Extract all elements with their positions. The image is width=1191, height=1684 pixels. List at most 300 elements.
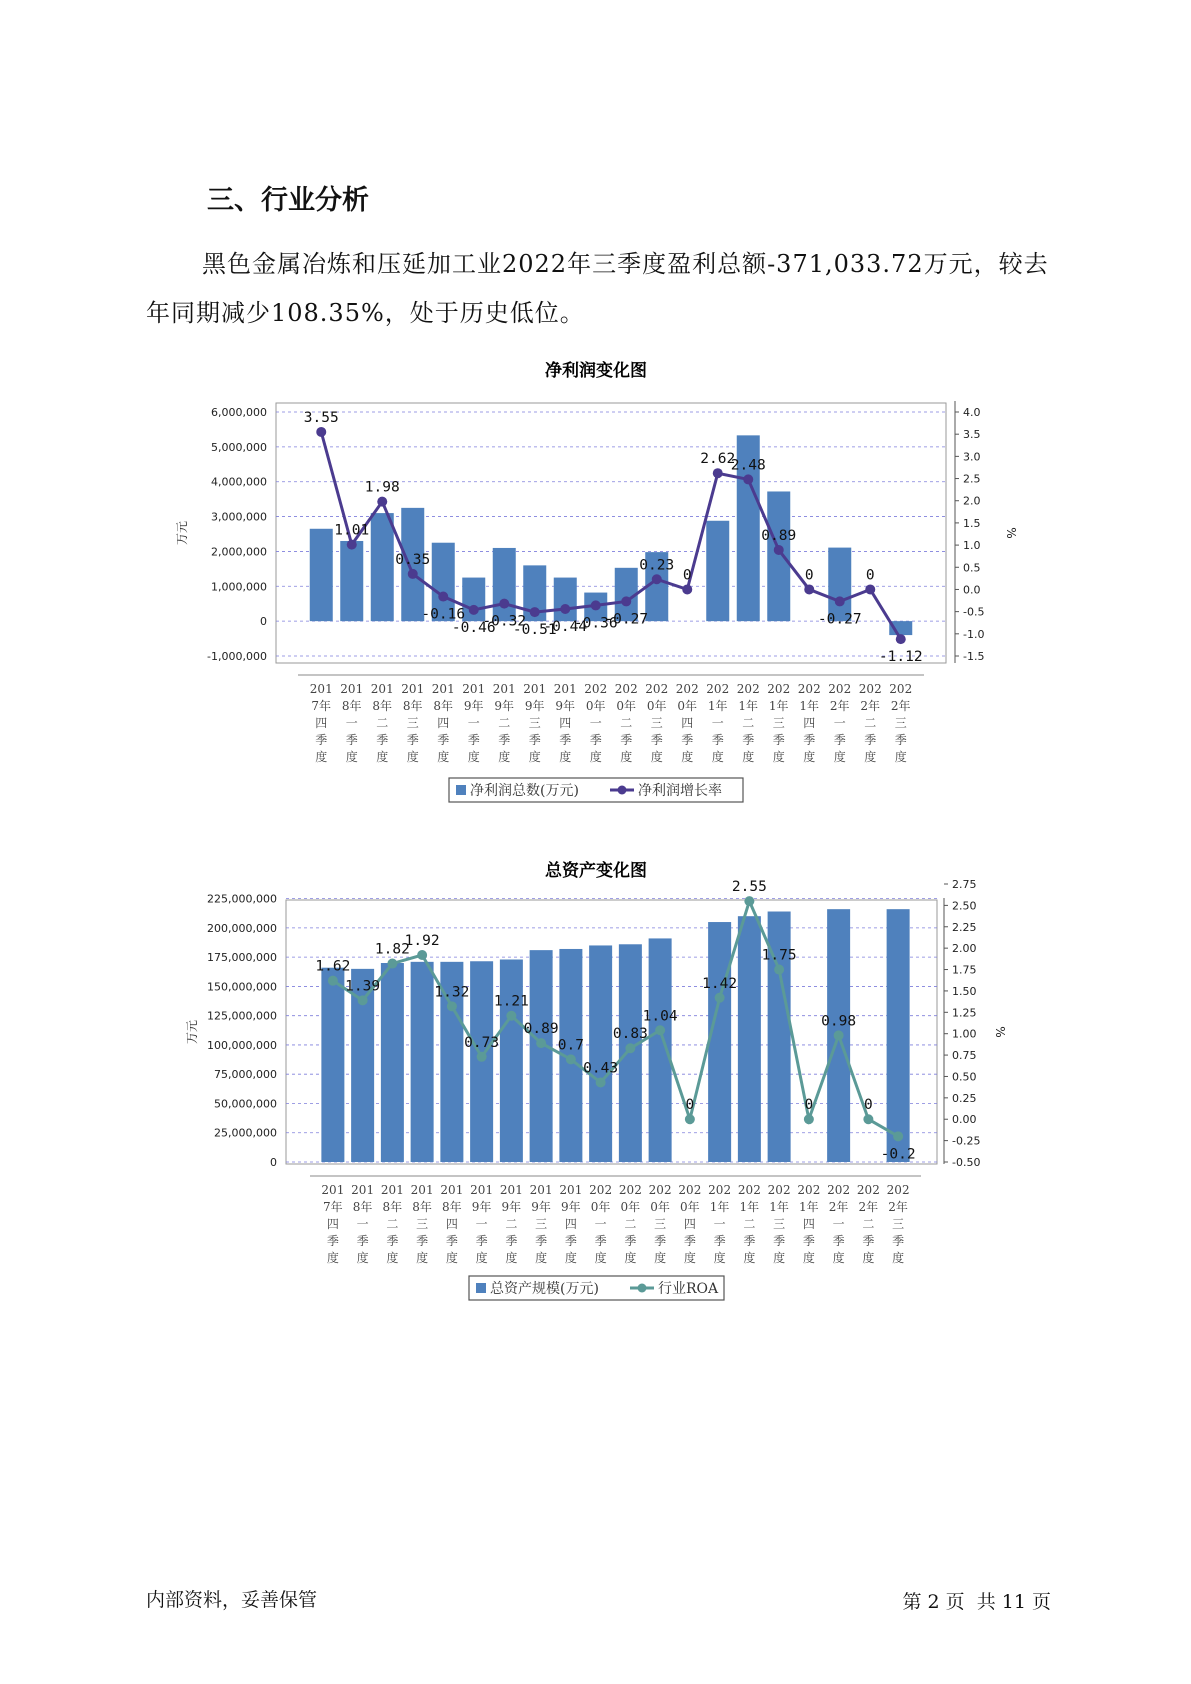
profit-y2-axis-label: % — [1004, 527, 1018, 539]
profit-line-point — [469, 605, 479, 615]
profit-x-tick-label: 201 — [401, 682, 425, 696]
profit-x-tick-label: 202 — [614, 682, 638, 696]
profit-y-tick-label: 2,000,000 — [211, 545, 267, 559]
profit-x-tick-label: 201 — [492, 682, 516, 696]
assets-data-label: 1.82 — [374, 941, 410, 958]
assets-x-tick-label: 季 — [773, 1234, 786, 1248]
profit-x-tick-label: 季 — [376, 733, 389, 747]
assets-legend-bar-label: 总资产规模(万元) — [490, 1281, 599, 1297]
assets-y2-tick-label: 1.25 — [952, 1006, 977, 1020]
profit-y2-tick-label: 0.0 — [963, 583, 981, 597]
assets-x-tick-label: 202 — [827, 1183, 851, 1197]
profit-line-point — [804, 584, 814, 594]
profit-data-label: -1.12 — [878, 649, 923, 666]
assets-x-tick-label: 季 — [505, 1234, 518, 1248]
assets-data-label: 0 — [804, 1097, 814, 1114]
assets-x-tick-label: 二 — [624, 1217, 637, 1231]
profit-legend-line-label: 净利润增长率 — [638, 783, 722, 799]
assets-y2-tick-label: -0.25 — [952, 1134, 981, 1148]
profit-x-tick-label: 度 — [559, 750, 572, 764]
profit-x-tick-label: 度 — [711, 750, 724, 764]
profit-x-tick-label: 三 — [406, 716, 419, 730]
assets-x-tick-label: 一 — [832, 1217, 845, 1231]
profit-x-tick-label: 202 — [736, 682, 760, 696]
assets-x-tick-label: 季 — [445, 1234, 458, 1248]
profit-bar — [310, 529, 333, 621]
analysis-paragraph: 黑色金属冶炼和压延加工业2022年三季度盈利总额-371,033.72万元，较去年同期减少108.35%，处于历史低位。 — [146, 250, 1049, 327]
total-assets-chart — [0, 855, 1191, 1315]
assets-x-tick-label: 8年 — [352, 1200, 373, 1214]
assets-line-point — [358, 995, 368, 1005]
profit-x-tick-label: 三 — [772, 716, 785, 730]
assets-y2-tick-label: 1.75 — [952, 963, 977, 977]
profit-x-tick-label: 8年 — [433, 699, 454, 713]
assets-x-tick-label: 度 — [862, 1251, 875, 1265]
profit-line-point — [713, 468, 723, 478]
profit-x-tick-label: 201 — [340, 682, 364, 696]
profit-x-tick-label: 三 — [894, 716, 907, 730]
profit-x-tick-label: 季 — [345, 733, 358, 747]
profit-x-tick-label: 三 — [528, 716, 541, 730]
assets-x-tick-label: 201 — [499, 1183, 523, 1197]
profit-x-tick-label: 201 — [523, 682, 547, 696]
profit-x-tick-label: 季 — [711, 733, 724, 747]
assets-y2-tick-label: 2.25 — [952, 920, 977, 934]
profit-bar — [706, 521, 729, 621]
profit-x-tick-label: 季 — [772, 733, 785, 747]
assets-x-tick-label: 201 — [529, 1183, 553, 1197]
profit-x-tick-label: 度 — [772, 750, 785, 764]
assets-x-tick-label: 季 — [356, 1234, 369, 1248]
profit-data-label: -0.51 — [512, 622, 557, 639]
assets-x-tick-label: 二 — [386, 1217, 399, 1231]
profit-x-tick-label: 202 — [889, 682, 913, 696]
profit-title: 净利润变化图 — [545, 361, 647, 381]
assets-x-tick-label: 季 — [535, 1234, 548, 1248]
profit-x-tick-label: 202 — [645, 682, 669, 696]
profit-line-point — [316, 427, 326, 437]
assets-data-label: -0.2 — [880, 1146, 916, 1163]
assets-legend-line-marker — [638, 1284, 647, 1293]
total-assets-chart-svg — [0, 855, 1191, 1315]
profit-x-tick-label: 四 — [803, 716, 816, 730]
assets-x-tick-label: 二 — [862, 1217, 875, 1231]
assets-x-tick-label: 季 — [683, 1234, 696, 1248]
profit-line-point — [682, 584, 692, 594]
assets-line-point — [655, 1025, 665, 1035]
assets-y2-axis-label: % — [993, 1026, 1007, 1038]
assets-y2-tick-label: 1.00 — [952, 1027, 977, 1041]
assets-data-label: 0.73 — [464, 1034, 500, 1051]
profit-x-tick-label: 0年 — [616, 699, 637, 713]
profit-x-tick-label: 202 — [858, 682, 882, 696]
assets-y-tick-label: 175,000,000 — [207, 951, 277, 965]
assets-line-point — [774, 965, 784, 975]
assets-x-tick-label: 四 — [326, 1217, 339, 1231]
profit-x-tick-label: 度 — [650, 750, 663, 764]
assets-x-tick-label: 9年 — [471, 1200, 492, 1214]
profit-data-label: -0.44 — [543, 618, 588, 635]
profit-x-tick-label: 2年 — [860, 699, 881, 713]
assets-x-tick-label: 度 — [802, 1251, 815, 1265]
profit-data-label: -0.32 — [482, 613, 527, 630]
assets-x-tick-label: 202 — [767, 1183, 791, 1197]
assets-x-tick-label: 2年 — [888, 1200, 908, 1214]
profit-line-point — [865, 584, 875, 594]
assets-x-tick-label: 季 — [416, 1234, 429, 1248]
profit-x-tick-label: 度 — [315, 750, 328, 764]
assets-x-tick-label: 度 — [624, 1251, 637, 1265]
profit-x-tick-label: 三 — [650, 716, 663, 730]
assets-x-tick-label: 度 — [416, 1251, 429, 1265]
profit-x-tick-label: 季 — [528, 733, 541, 747]
profit-x-tick-label: 一 — [833, 716, 846, 730]
profit-x-tick-label: 度 — [528, 750, 541, 764]
profit-data-label: 2.48 — [730, 457, 766, 474]
assets-y-tick-label: 200,000,000 — [207, 921, 277, 935]
assets-x-tick-label: 季 — [743, 1234, 756, 1248]
assets-bar — [738, 916, 761, 1162]
profit-x-tick-label: 8年 — [372, 699, 393, 713]
profit-x-tick-label: 201 — [553, 682, 577, 696]
assets-x-tick-label: 1年 — [799, 1200, 819, 1214]
profit-x-tick-label: 一 — [467, 716, 480, 730]
assets-x-tick-label: 度 — [445, 1251, 458, 1265]
assets-x-tick-label: 一 — [356, 1217, 369, 1231]
profit-x-tick-label: 度 — [742, 750, 755, 764]
assets-data-label: 0.83 — [612, 1026, 648, 1043]
assets-line-point — [804, 1114, 814, 1124]
assets-x-tick-label: 季 — [654, 1234, 667, 1248]
assets-x-tick-label: 度 — [892, 1251, 905, 1265]
profit-y-tick-label: 1,000,000 — [211, 580, 267, 594]
profit-data-label: 0 — [682, 567, 692, 584]
profit-x-tick-label: 一 — [711, 716, 724, 730]
profit-data-label: -0.46 — [451, 619, 496, 636]
assets-x-tick-label: 2年 — [858, 1200, 879, 1214]
profit-x-tick-label: 二 — [498, 716, 511, 730]
assets-data-label: 1.32 — [434, 984, 470, 1001]
profit-x-tick-label: 四 — [315, 716, 328, 730]
profit-x-tick-label: 201 — [370, 682, 394, 696]
profit-x-tick-label: 季 — [559, 733, 572, 747]
profit-x-tick-label: 度 — [345, 750, 358, 764]
assets-y-tick-label: 225,000,000 — [207, 892, 277, 906]
assets-x-tick-label: 度 — [535, 1251, 548, 1265]
assets-x-tick-label: 0年 — [650, 1200, 670, 1214]
assets-x-tick-label: 1年 — [739, 1200, 760, 1214]
profit-x-tick-label: 1年 — [768, 699, 789, 713]
assets-x-tick-label: 202 — [618, 1183, 642, 1197]
profit-bar — [371, 513, 394, 621]
profit-data-label: 0.35 — [395, 551, 431, 568]
assets-x-tick-label: 季 — [386, 1234, 399, 1248]
assets-x-tick-label: 度 — [773, 1251, 786, 1265]
assets-x-tick-label: 202 — [708, 1183, 732, 1197]
profit-x-tick-label: 季 — [864, 733, 877, 747]
profit-x-tick-label: 度 — [681, 750, 694, 764]
assets-x-tick-label: 7年 — [323, 1200, 343, 1214]
profit-x-tick-label: 1年 — [707, 699, 728, 713]
assets-y2-tick-label: 2.50 — [952, 899, 977, 913]
profit-line-point — [499, 599, 509, 609]
profit-y2-tick-label: 0.5 — [963, 561, 981, 575]
assets-y-tick-label: 0 — [270, 1156, 277, 1169]
profit-x-tick-label: 202 — [828, 682, 852, 696]
assets-x-tick-label: 度 — [743, 1251, 756, 1265]
assets-x-tick-label: 季 — [475, 1234, 488, 1248]
assets-x-tick-label: 度 — [683, 1251, 696, 1265]
profit-legend-bar-label: 净利润总数(万元) — [470, 783, 579, 799]
profit-legend-line-marker — [618, 786, 627, 795]
assets-x-tick-label: 季 — [564, 1234, 577, 1248]
assets-x-tick-label: 季 — [832, 1234, 845, 1248]
assets-bar — [530, 950, 553, 1162]
assets-x-tick-label: 9年 — [561, 1200, 581, 1214]
assets-line-point — [715, 993, 725, 1003]
profit-x-tick-label: 1年 — [738, 699, 759, 713]
profit-x-tick-label: 9年 — [524, 699, 545, 713]
profit-data-label: 0 — [804, 567, 814, 584]
assets-x-tick-label: 9年 — [501, 1200, 522, 1214]
profit-x-tick-label: 度 — [467, 750, 480, 764]
profit-x-tick-label: 季 — [803, 733, 816, 747]
assets-x-tick-label: 201 — [559, 1183, 583, 1197]
assets-data-label: 0.43 — [583, 1060, 619, 1077]
profit-x-tick-label: 9年 — [463, 699, 484, 713]
assets-x-tick-label: 202 — [797, 1183, 821, 1197]
assets-data-label: 0 — [685, 1097, 695, 1114]
assets-x-tick-label: 三 — [773, 1217, 786, 1231]
profit-x-tick-label: 201 — [431, 682, 455, 696]
profit-y2-tick-label: 1.5 — [963, 516, 981, 530]
assets-x-tick-label: 度 — [564, 1251, 577, 1265]
profit-data-label: 3.55 — [303, 409, 339, 426]
assets-y2-tick-label: 0.25 — [952, 1091, 977, 1105]
profit-x-tick-label: 一 — [589, 716, 602, 730]
profit-line-point — [438, 592, 448, 602]
profit-x-tick-label: 季 — [437, 733, 450, 747]
assets-line-point — [536, 1038, 546, 1048]
profit-x-tick-label: 季 — [833, 733, 846, 747]
assets-x-tick-label: 二 — [505, 1217, 518, 1231]
assets-x-tick-label: 度 — [386, 1251, 399, 1265]
profit-x-tick-label: 0年 — [585, 699, 606, 713]
profit-x-tick-label: 度 — [620, 750, 633, 764]
assets-data-label: 0 — [864, 1097, 873, 1114]
profit-x-tick-label: 季 — [467, 733, 480, 747]
assets-y2-tick-label: -0.50 — [952, 1156, 981, 1169]
assets-x-tick-label: 度 — [505, 1251, 518, 1265]
assets-y-tick-label: 100,000,000 — [207, 1038, 277, 1052]
assets-y2-tick-label: 0.75 — [952, 1049, 977, 1063]
assets-data-label: 0.7 — [557, 1037, 584, 1054]
assets-x-tick-label: 季 — [326, 1234, 339, 1248]
assets-legend-bar-swatch — [476, 1283, 486, 1293]
assets-x-tick-label: 201 — [440, 1183, 464, 1197]
assets-line-point — [893, 1131, 903, 1141]
assets-x-tick-label: 202 — [589, 1183, 613, 1197]
assets-x-tick-label: 四 — [564, 1217, 577, 1231]
assets-line-point — [744, 896, 754, 906]
profit-x-tick-label: 二 — [742, 716, 755, 730]
assets-y-tick-label: 75,000,000 — [214, 1068, 277, 1082]
profit-x-tick-label: 四 — [681, 716, 694, 730]
assets-x-tick-label: 一 — [594, 1217, 607, 1231]
profit-bar — [767, 491, 790, 621]
profit-data-label: -0.16 — [421, 606, 466, 623]
assets-x-tick-label: 四 — [802, 1217, 815, 1231]
profit-y-tick-label: -1,000,000 — [207, 650, 267, 663]
profit-x-tick-label: 季 — [894, 733, 907, 747]
profit-y2-tick-label: -0.5 — [963, 605, 985, 619]
profit-x-tick-label: 季 — [650, 733, 663, 747]
assets-x-tick-label: 度 — [356, 1251, 369, 1265]
assets-y2-tick-label: 0.00 — [952, 1113, 977, 1127]
profit-x-tick-label: 二 — [376, 716, 389, 730]
assets-x-tick-label: 四 — [683, 1217, 696, 1231]
profit-line-point — [347, 540, 357, 550]
assets-x-tick-label: 8年 — [442, 1200, 462, 1214]
profit-y2-tick-label: 3.5 — [963, 428, 981, 442]
assets-y-axis-label: 万元 — [185, 1019, 199, 1045]
assets-x-tick-label: 度 — [326, 1251, 339, 1265]
assets-x-tick-label: 季 — [802, 1234, 815, 1248]
assets-x-tick-label: 度 — [654, 1251, 667, 1265]
assets-x-tick-label: 三 — [535, 1217, 548, 1231]
profit-line-point — [408, 569, 418, 579]
profit-x-tick-label: 0年 — [646, 699, 667, 713]
assets-x-tick-label: 8年 — [412, 1200, 432, 1214]
assets-y-tick-label: 125,000,000 — [207, 1009, 277, 1023]
assets-x-tick-label: 季 — [594, 1234, 607, 1248]
assets-bar — [411, 962, 434, 1162]
profit-x-tick-label: 度 — [406, 750, 419, 764]
profit-y2-tick-label: 4.0 — [963, 406, 981, 419]
assets-bar — [381, 963, 404, 1162]
assets-x-tick-label: 度 — [713, 1251, 726, 1265]
profit-x-tick-label: 202 — [797, 682, 821, 696]
assets-x-tick-label: 201 — [380, 1183, 404, 1197]
profit-data-label: -0.27 — [817, 611, 862, 628]
assets-bar — [887, 909, 910, 1162]
assets-y2-tick-label: 2.75 — [952, 878, 977, 891]
assets-x-tick-label: 1年 — [709, 1200, 730, 1214]
profit-x-tick-label: 9年 — [555, 699, 576, 713]
profit-x-tick-label: 季 — [589, 733, 602, 747]
profit-data-label: -0.27 — [604, 611, 649, 628]
assets-data-label: 1.39 — [345, 978, 381, 995]
assets-bar — [321, 968, 344, 1162]
profit-x-tick-label: 季 — [620, 733, 633, 747]
assets-x-tick-label: 三 — [654, 1217, 667, 1231]
profit-x-tick-label: 度 — [864, 750, 877, 764]
assets-x-tick-label: 季 — [624, 1234, 637, 1248]
footer-page-number: 第 2 页 共 11 页 — [902, 1591, 1051, 1613]
assets-x-tick-label: 一 — [475, 1217, 488, 1231]
profit-line-point — [896, 634, 906, 644]
assets-x-tick-label: 201 — [351, 1183, 375, 1197]
assets-line-point — [685, 1114, 695, 1124]
profit-line-point — [621, 596, 631, 606]
assets-line-point — [506, 1011, 516, 1021]
assets-x-tick-label: 0年 — [620, 1200, 641, 1214]
assets-x-tick-label: 三 — [416, 1217, 429, 1231]
assets-data-label: 1.04 — [642, 1008, 678, 1025]
profit-bar — [493, 548, 516, 621]
assets-line-point — [566, 1054, 576, 1064]
profit-x-tick-label: 201 — [309, 682, 333, 696]
profit-line-point — [743, 474, 753, 484]
profit-x-tick-label: 季 — [742, 733, 755, 747]
assets-x-tick-label: 202 — [737, 1183, 761, 1197]
profit-y-tick-label: 6,000,000 — [211, 406, 267, 419]
profit-line-point — [377, 497, 387, 507]
assets-y-tick-label: 50,000,000 — [214, 1097, 277, 1111]
profit-x-tick-label: 202 — [706, 682, 730, 696]
profit-x-tick-label: 7年 — [311, 699, 332, 713]
assets-x-tick-label: 一 — [713, 1217, 726, 1231]
assets-x-tick-label: 四 — [445, 1217, 458, 1231]
profit-data-label: 0.23 — [639, 557, 675, 574]
assets-x-tick-label: 201 — [410, 1183, 434, 1197]
profit-line-point — [835, 596, 845, 606]
assets-x-tick-label: 1年 — [769, 1200, 789, 1214]
profit-y-tick-label: 0 — [260, 615, 267, 629]
profit-y2-tick-label: -1.5 — [963, 650, 985, 663]
profit-x-tick-label: 季 — [315, 733, 328, 747]
profit-x-tick-label: 1年 — [799, 699, 820, 713]
assets-line-point — [447, 1001, 457, 1011]
profit-x-tick-label: 季 — [681, 733, 694, 747]
assets-y2-tick-label: 1.50 — [952, 984, 977, 998]
assets-data-label: 1.62 — [315, 958, 351, 975]
profit-x-tick-label: 度 — [437, 750, 450, 764]
assets-y2-tick-label: 0.50 — [952, 1070, 977, 1084]
profit-x-tick-label: 度 — [498, 750, 511, 764]
assets-x-tick-label: 202 — [886, 1183, 910, 1197]
assets-x-tick-label: 8年 — [382, 1200, 403, 1214]
profit-line-point — [591, 600, 601, 610]
profit-x-tick-label: 202 — [584, 682, 608, 696]
assets-title: 总资产变化图 — [545, 861, 647, 881]
profit-x-tick-label: 二 — [864, 716, 877, 730]
net-profit-chart-svg — [0, 355, 1191, 815]
profit-line-point — [560, 604, 570, 614]
assets-x-tick-label: 三 — [892, 1217, 905, 1231]
profit-x-tick-label: 2年 — [890, 699, 911, 713]
assets-line-point — [477, 1052, 487, 1062]
profit-x-tick-label: 201 — [462, 682, 486, 696]
net-profit-chart — [0, 355, 1191, 815]
profit-x-tick-label: 度 — [589, 750, 602, 764]
assets-x-tick-label: 季 — [713, 1234, 726, 1248]
profit-x-tick-label: 202 — [767, 682, 791, 696]
profit-data-label: 1.01 — [334, 522, 370, 539]
assets-x-tick-label: 202 — [648, 1183, 672, 1197]
profit-x-tick-label: 季 — [498, 733, 511, 747]
profit-y2-tick-label: 2.5 — [963, 472, 981, 486]
profit-data-label: -0.36 — [573, 615, 618, 632]
assets-data-label: 0.98 — [821, 1013, 857, 1030]
profit-x-tick-label: 季 — [406, 733, 419, 747]
profit-data-label: 0.89 — [761, 527, 797, 544]
assets-x-tick-label: 202 — [678, 1183, 702, 1197]
assets-line-point — [328, 976, 338, 986]
assets-line-point — [417, 950, 427, 960]
assets-bar — [500, 959, 523, 1162]
profit-y2-tick-label: 3.0 — [963, 450, 981, 464]
